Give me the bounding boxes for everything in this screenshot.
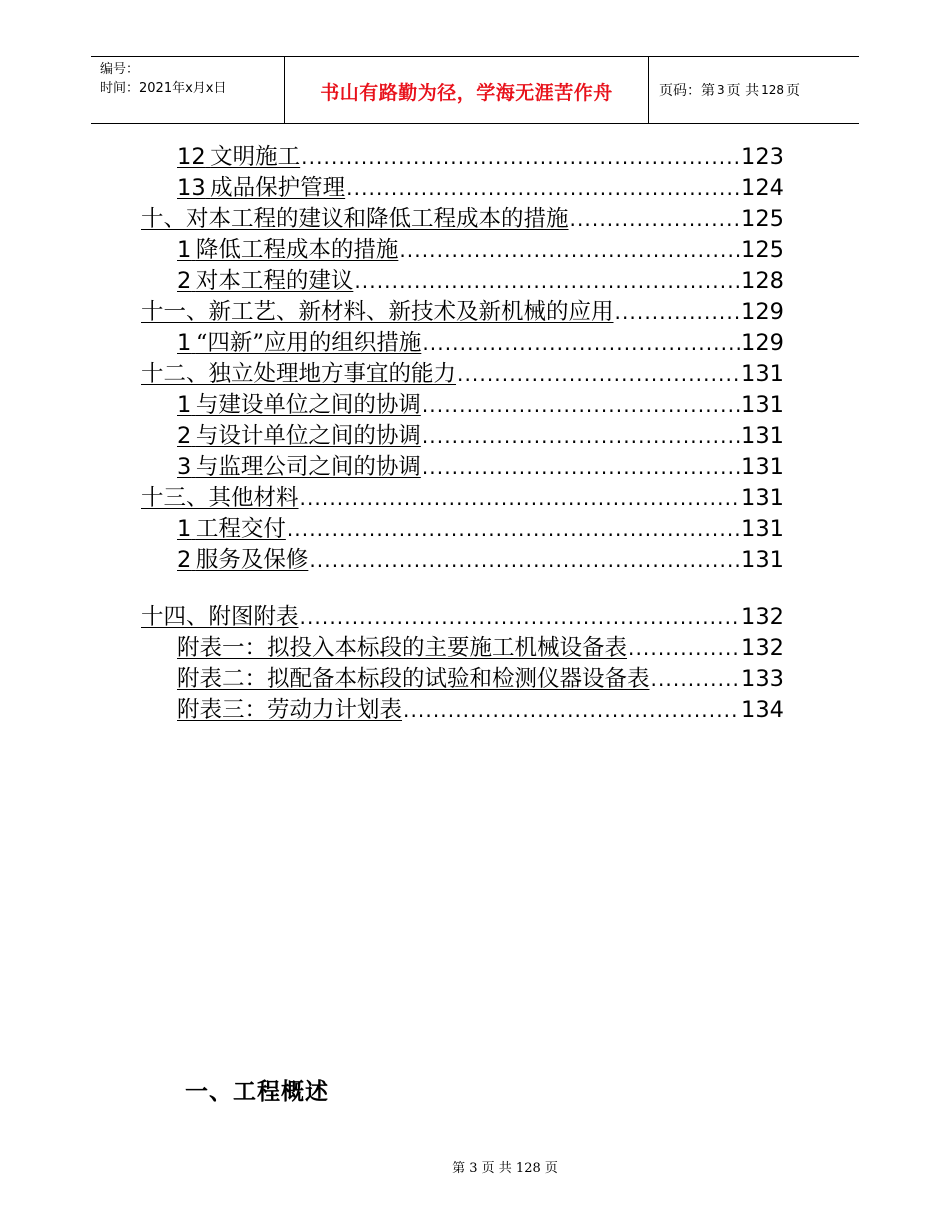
toc-entry-page: 125 bbox=[741, 237, 784, 263]
toc-entry[interactable] bbox=[177, 514, 784, 545]
toc-entry-page: 132 bbox=[741, 604, 784, 630]
header-page-info bbox=[649, 57, 859, 123]
toc-entry-title[interactable] bbox=[177, 514, 286, 545]
toc-leader-dots bbox=[570, 204, 741, 235]
toc-entry-page: 133 bbox=[741, 666, 784, 692]
toc-leader-dots bbox=[287, 514, 740, 545]
toc-entry[interactable] bbox=[177, 235, 784, 266]
toc-entry-title[interactable] bbox=[141, 359, 456, 390]
page-header bbox=[91, 56, 859, 124]
toc-leader-dots bbox=[309, 545, 740, 576]
toc-leader-dots bbox=[615, 297, 741, 328]
toc-entry-number: 1 bbox=[177, 237, 192, 263]
toc-entry-page: 128 bbox=[741, 268, 784, 294]
toc-entry[interactable] bbox=[141, 204, 784, 235]
toc-entry-title[interactable] bbox=[141, 602, 299, 633]
toc-entry-page: 131 bbox=[741, 423, 784, 449]
toc-entry-number: 1 bbox=[177, 516, 192, 542]
toc-entry-number: 2 bbox=[177, 268, 192, 294]
page-prefix: 页码：第 bbox=[659, 83, 715, 99]
toc-leader-dots bbox=[422, 421, 740, 452]
section-heading: 一、工程概述 bbox=[185, 1079, 329, 1105]
toc-entry-title[interactable] bbox=[177, 266, 353, 297]
toc-entry-page: 131 bbox=[741, 454, 784, 480]
toc-entry-number: 2 bbox=[177, 423, 192, 449]
toc-leader-dots bbox=[300, 483, 741, 514]
toc-entry-title[interactable] bbox=[177, 235, 398, 266]
toc-entry-page: 131 bbox=[741, 361, 784, 387]
toc-entry-title[interactable] bbox=[177, 695, 402, 726]
toc-entry-page: 124 bbox=[741, 175, 784, 201]
toc-entry[interactable] bbox=[141, 297, 784, 328]
toc-leader-dots bbox=[346, 173, 740, 204]
toc-entry-page: 131 bbox=[741, 547, 784, 573]
toc-entry-text: 十、对本工程的建议和降低工程成本的措施 bbox=[141, 206, 569, 232]
document-time: 时间：2021年x月x日 bbox=[100, 81, 227, 96]
toc-entry[interactable] bbox=[177, 390, 784, 421]
toc-entry-text: 对本工程的建议 bbox=[195, 268, 354, 294]
toc-entry-title[interactable] bbox=[177, 328, 421, 359]
toc-entry-text: 与监理公司之间的协调 bbox=[195, 454, 421, 480]
toc-entry-page: 131 bbox=[741, 516, 784, 542]
toc-entry[interactable] bbox=[141, 483, 784, 514]
toc-leader-dots bbox=[399, 235, 740, 266]
toc-entry[interactable] bbox=[141, 602, 784, 633]
toc-entry-text: 附表三：劳动力计划表 bbox=[177, 697, 403, 723]
toc-entry-page: 123 bbox=[741, 144, 784, 170]
toc-entry-page: 134 bbox=[741, 697, 784, 723]
page-mid: 页 共 bbox=[726, 83, 760, 99]
toc-entry-text: 工程交付 bbox=[195, 516, 286, 542]
toc-entry-text: 文明施工 bbox=[210, 144, 301, 170]
header-meta bbox=[91, 57, 285, 123]
toc-entry-title[interactable] bbox=[177, 421, 421, 452]
toc-leader-dots bbox=[354, 266, 740, 297]
page-suffix: 页 bbox=[786, 83, 800, 99]
toc-leader-dots bbox=[301, 142, 740, 173]
toc-entry-title[interactable] bbox=[177, 142, 300, 173]
toc-entry-title[interactable] bbox=[141, 204, 569, 235]
toc-entry-number: 2 bbox=[177, 547, 192, 573]
toc-entry-title[interactable] bbox=[177, 452, 421, 483]
toc-entry-title[interactable] bbox=[177, 633, 627, 664]
toc-entry-text: 附表二：拟配备本标段的试验和检测仪器设备表 bbox=[177, 666, 650, 692]
toc-entry[interactable] bbox=[177, 173, 784, 204]
toc-leader-dots bbox=[457, 359, 740, 390]
toc-entry[interactable] bbox=[177, 664, 784, 695]
page-total: 128 bbox=[761, 83, 784, 97]
toc-leader-dots bbox=[300, 602, 741, 633]
toc-entry-title[interactable] bbox=[177, 664, 650, 695]
page-current: 3 bbox=[717, 83, 725, 97]
toc-entry-number: 13 bbox=[177, 175, 206, 201]
toc-entry[interactable] bbox=[177, 452, 784, 483]
toc-entry-title[interactable] bbox=[141, 483, 299, 514]
toc-entry[interactable] bbox=[177, 633, 784, 664]
toc-entry-page: 132 bbox=[741, 635, 784, 661]
toc-entry-page: 129 bbox=[741, 299, 784, 325]
toc-entry-text: 附表一：拟投入本标段的主要施工机械设备表 bbox=[177, 635, 628, 661]
toc-entry-number: 12 bbox=[177, 144, 206, 170]
toc-entry-text: 服务及保修 bbox=[195, 547, 309, 573]
toc-entry[interactable] bbox=[177, 328, 784, 359]
header-motto: 书山有路勤为径，学海无涯苦作舟 bbox=[285, 57, 649, 123]
document-number-label: 编号： bbox=[100, 62, 140, 77]
toc-entry[interactable] bbox=[177, 421, 784, 452]
toc-entry-text: 十三、其他材料 bbox=[141, 485, 299, 511]
toc-entry-text: 十二、独立处理地方事宜的能力 bbox=[141, 361, 457, 387]
toc-entry-page: 131 bbox=[741, 392, 784, 418]
toc-entry[interactable] bbox=[177, 545, 784, 576]
toc-entry[interactable] bbox=[177, 142, 784, 173]
page-footer: 第 3 页 共 128 页 bbox=[452, 1161, 558, 1176]
toc-leader-dots bbox=[651, 664, 741, 695]
toc-entry-title[interactable] bbox=[141, 297, 614, 328]
toc-entry-text: 十一、新工艺、新材料、新技术及新机械的应用 bbox=[141, 299, 614, 325]
toc-leader-dots bbox=[422, 390, 740, 421]
toc-entry[interactable] bbox=[141, 359, 784, 390]
toc-entry-page: 131 bbox=[741, 485, 784, 511]
toc-leader-dots bbox=[422, 328, 740, 359]
toc-entry-text: 十四、附图附表 bbox=[141, 604, 299, 630]
toc-entry-number: 1 bbox=[177, 392, 192, 418]
toc-entry-title[interactable] bbox=[177, 545, 308, 576]
toc-entry-number: 3 bbox=[177, 454, 192, 480]
toc-entry-title[interactable] bbox=[177, 173, 345, 204]
toc-entry[interactable] bbox=[177, 266, 784, 297]
toc-entry-text: 与设计单位之间的协调 bbox=[195, 423, 421, 449]
toc-entry-text: 成品保护管理 bbox=[210, 175, 346, 201]
toc-entry[interactable] bbox=[177, 695, 784, 726]
toc-leader-dots bbox=[422, 452, 740, 483]
toc-leader-dots bbox=[403, 695, 740, 726]
toc-entry-text: 降低工程成本的措施 bbox=[195, 237, 399, 263]
toc-entry-text: “四新”应用的组织措施 bbox=[195, 330, 422, 356]
toc-leader-dots bbox=[628, 633, 740, 664]
toc-entry-page: 129 bbox=[741, 330, 784, 356]
toc-entry-title[interactable] bbox=[177, 390, 421, 421]
toc-entry-page: 125 bbox=[741, 206, 784, 232]
toc-entry-number: 1 bbox=[177, 330, 192, 356]
toc-entry-text: 与建设单位之间的协调 bbox=[195, 392, 421, 418]
